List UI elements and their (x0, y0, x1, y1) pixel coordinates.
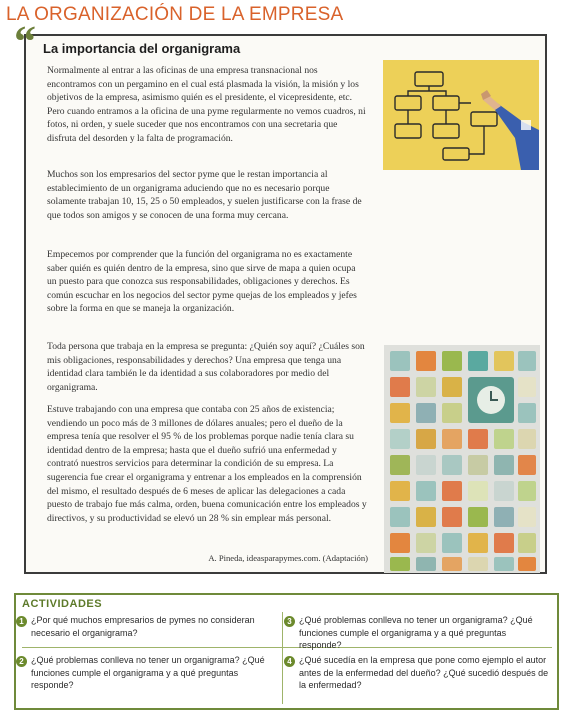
paragraph-2: Muchos son los empresarios del sector pyme que le restan importancia al establecimiento de un organigrama aduciendo que no es necesario porque solamente trabajan 10, 15, 25 o 50 empleados, y suelen justificarse con la frase de que todos son amigos y se conocen de una forma muy cercana. (47, 169, 362, 221)
activity-number-2: 2 (16, 656, 27, 667)
page-title: LA ORGANIZACIÓN DE LA EMPRESA (6, 4, 344, 25)
reading-title: La importancia del organigrama (43, 41, 241, 56)
paragraph-3: Empecemos por comprender que la función del organigrama no es exactamente saber quién es quién dentro de la empresa, sino que sirve de mapa a quien ocupa un puesto para que conozca sus responsabilidades, obligaciones y derechos. Es común escuchar en los negocios del sector pyme quejas de los empleados y jefes sobre la forma en que se maneja la organización. (47, 249, 357, 315)
activity-item-1: ¿Por qué muchos empresarios de pymes no consideran necesario el organigrama? (31, 615, 255, 638)
paragraph-1: Normalmente al entrar a las oficinas de una empresa transnacional nos encontramos con un pergamino en el cual está plasmada la visión, la misión y los objetivos de la empresa, asimismo quién es el presidente, el vicepresidente, etc. Pero cuando entramos a la oficina de una pyme regularmente no vemos cuadros, ni fotos, ni orden, y suele suceder que nos encontramos con una secretaria que disfruta del desorden y la falta de programación. (47, 65, 366, 144)
activity-number-3: 3 (284, 616, 295, 627)
paragraph-4: Toda persona que trabaja en la empresa se pregunta: ¿Quién soy aquí? ¿Cuáles son mis obligaciones, responsabilidades y derechos? Una empresa que tenga una identidad clara también le da identidad a sus colaboradores por medio del organigrama. (47, 341, 365, 393)
source-citation: A. Pineda, ideasparapymes.com. (Adaptación) (208, 553, 368, 563)
activities-title: ACTIVIDADES (22, 598, 103, 610)
activity-number-1: 1 (16, 616, 27, 627)
activity-item-3: ¿Qué problemas conlleva no tener un organigrama? ¿Qué funciones cumple el organigrama y a qué preguntas responde? (299, 615, 533, 650)
quote-mark-icon: “ (14, 17, 36, 66)
activity-number-4: 4 (284, 656, 295, 667)
hand-drawing-flowchart-image (383, 60, 539, 170)
activity-item-2: ¿Qué problemas conlleva no tener un organigrama? ¿Qué funciones cumple el organigrama y a qué preguntas responde? (31, 655, 265, 690)
activity-item-4: ¿Qué sucedía en la empresa que pone como ejemplo el autor antes de la enfermedad del dueño? ¿Qué sucedió después de la enfermedad? (299, 655, 549, 690)
paragraph-5: Estuve trabajando con una empresa que contaba con 25 años de existencia; vendiendo un poco más de 3 millones de dólares anuales; pero el dueño de la empresa tenía que resolver el 95 % de los problemas porque nadie tenía clara su identidad dentro de la empresa; hasta que el dueño sufrió una enfermedad y contrató nuestros servicios para determinar la condición de su empresa. La sugerencia fue crear el organigrama y entrenar a los empleados en la comprensión del mismo, el resultado después de 6 meses de aplicar las delegaciones a cada puesto de trabajo fue más calma, orden, buena comunicación entre los empleados y directivos, y su productividad se elevó un 28 % sin emplear más personal. (47, 404, 367, 524)
app-icons-grid-image (384, 345, 540, 573)
activities-vertical-divider (282, 612, 283, 704)
